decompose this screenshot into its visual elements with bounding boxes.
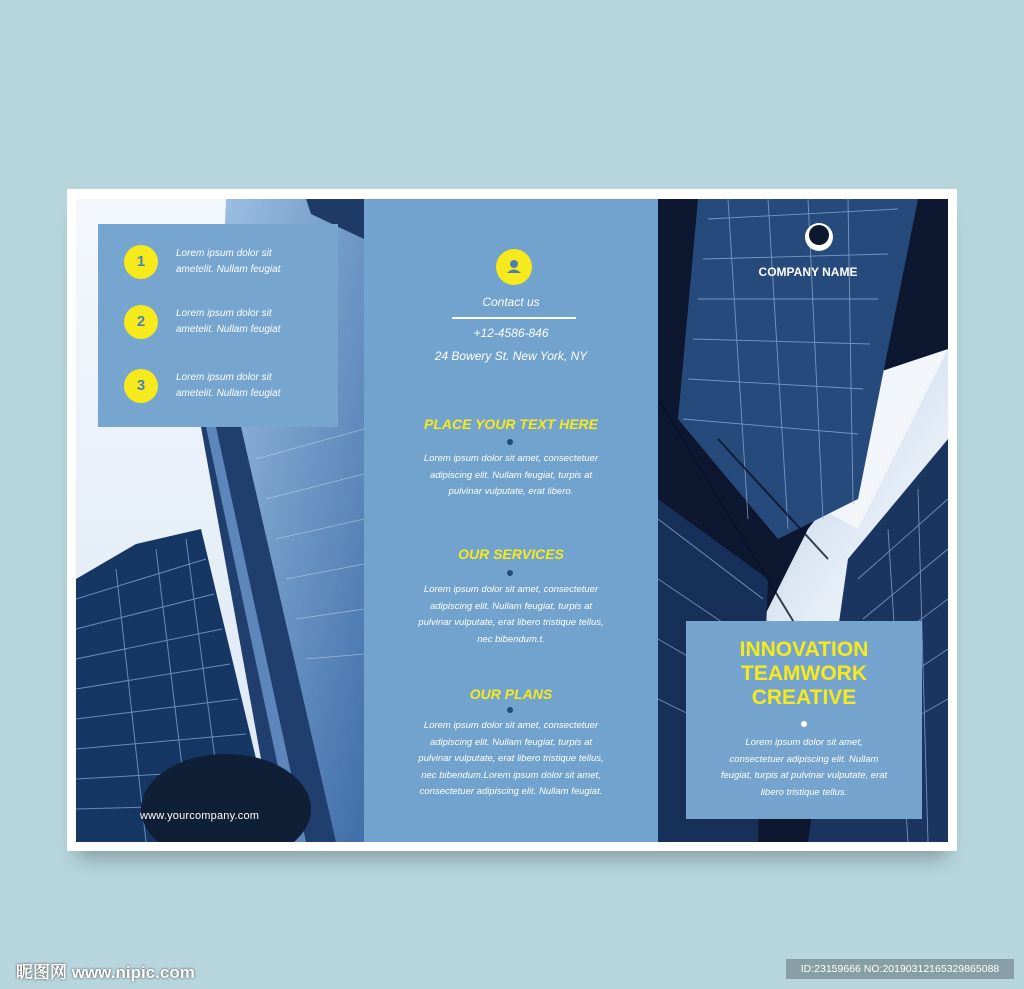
bullet-dot — [801, 721, 807, 727]
phone-number: +12-4586-846 — [473, 326, 549, 340]
headline-body: Lorem ipsum dolor sit amet, consectetuer adipiscing elit. Nullam feugiat, turpis at pulvinar vulputate, erat libero tristique tellus. — [720, 737, 888, 798]
list-item-text: Lorem ipsum dolor sit ametelit. Nullam feugiat — [176, 372, 281, 399]
bullet-dot — [507, 439, 513, 445]
company-logo-icon — [805, 223, 833, 251]
section-body: Lorem ipsum dolor sit amet, consectetuer adipiscing elit. Nullam feugiat, turpis at pulvinar vulputate, erat libero tristique tellus, nec bibendum.t. — [418, 584, 604, 645]
right-panel — [658, 199, 948, 842]
number-badge: 3 — [124, 369, 158, 403]
number-badge: 2 — [124, 305, 158, 339]
company-name: COMPANY NAME — [758, 265, 858, 279]
list-item — [124, 302, 334, 342]
section-heading: OUR PLANS — [469, 686, 553, 702]
headline-line: TEAMWORK — [741, 662, 867, 685]
list-item — [124, 366, 334, 406]
bullet-dot — [507, 707, 513, 713]
brochure-sheet — [67, 189, 957, 851]
user-icon — [496, 249, 532, 285]
headline-line: CREATIVE — [751, 686, 857, 709]
section-heading: OUR SERVICES — [458, 546, 564, 562]
divider — [452, 317, 576, 319]
numbered-list-box — [98, 224, 338, 427]
section-heading: PLACE YOUR TEXT HERE — [424, 416, 598, 432]
contact-label: Contact us — [482, 295, 540, 309]
number-badge: 1 — [124, 245, 158, 279]
address: 24 Bowery St. New York, NY — [434, 349, 588, 363]
watermark-left: 昵图网 www.nipic.com — [16, 963, 195, 982]
list-item-text: Lorem ipsum dolor sit ametelit. Nullam feugiat — [176, 248, 281, 275]
left-panel — [76, 199, 364, 842]
watermark-id: ID:23159666 NO:20190312165329865088 — [786, 959, 1014, 979]
center-panel — [364, 199, 658, 842]
section-body: Lorem ipsum dolor sit amet, consectetuer adipiscing elit. Nullam feugiat, turpis at pulvinar vulputate, erat libero tristique tellus, nec bibendum.Lorem ipsum dolor sit amet, consectetuer adipiscing elit. Nullam feugiat. — [418, 720, 604, 797]
list-item-text: Lorem ipsum dolor sit ametelit. Nullam feugiat — [176, 308, 281, 335]
bullet-dot — [507, 570, 513, 576]
website-url: www.yourcompany.com — [140, 810, 260, 822]
list-item — [124, 242, 334, 282]
section-body: Lorem ipsum dolor sit amet, consectetuer adipiscing elit. Nullam feugiat, turpis at pulvinar vulputate, erat libero. — [423, 453, 599, 497]
headline-box — [686, 621, 922, 819]
headline-line: INNOVATION — [739, 638, 869, 661]
